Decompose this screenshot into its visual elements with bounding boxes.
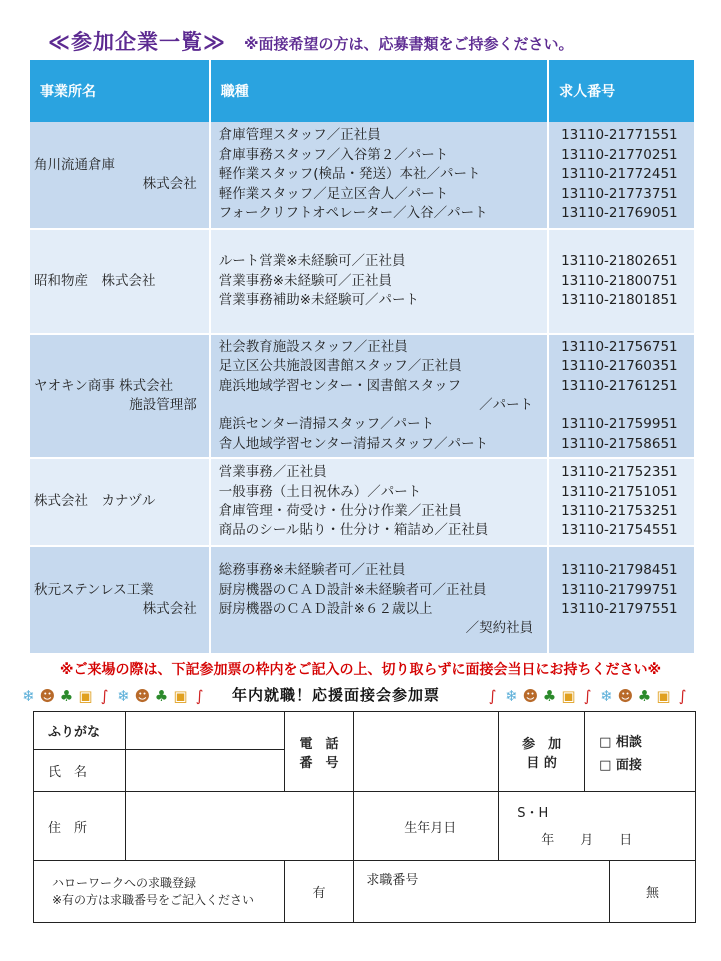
consult-checkbox[interactable]: □ 相談 bbox=[599, 734, 642, 750]
numbers-cell bbox=[548, 334, 695, 458]
table-row bbox=[30, 229, 695, 334]
address-label: 住 所 bbox=[34, 792, 126, 861]
job-number: 13110-21799751 bbox=[561, 581, 678, 598]
snowflake-icon: ❄ bbox=[22, 687, 35, 705]
header-job-number: 求人番号 bbox=[548, 60, 695, 122]
hellowork-registration-label bbox=[34, 861, 285, 923]
has-registration-option[interactable]: 有 bbox=[284, 861, 354, 923]
job-number: 13110-21770251 bbox=[561, 146, 678, 163]
job-number: 13110-21773751 bbox=[561, 185, 678, 202]
purpose-label-line2: 目 的 bbox=[526, 755, 557, 771]
company-name: 角川流通倉庫 bbox=[34, 156, 115, 173]
job-title: 倉庫管理スタッフ／正社員 bbox=[218, 127, 381, 144]
gift-icon: ▣ bbox=[173, 687, 188, 705]
candy-cane-icon: ∫ bbox=[100, 687, 109, 705]
gift-icon: ▣ bbox=[561, 687, 576, 705]
job-title: 営業事務／正社員 bbox=[218, 464, 327, 481]
gingerbread-icon: ☻ bbox=[134, 687, 151, 705]
job-seeker-number-label: 求職番号 bbox=[366, 873, 419, 888]
candy-cane-icon: ∫ bbox=[195, 687, 204, 705]
job-number: 13110-21760351 bbox=[561, 358, 678, 375]
bring-ticket-warning: ※ご来場の際は、下記参加票の枠内をご記入の上、切り取らずに面接会当日にお持ちください※ bbox=[59, 662, 662, 678]
phone-label bbox=[284, 712, 354, 792]
name-input[interactable] bbox=[125, 750, 284, 792]
numbers-cell bbox=[548, 546, 695, 654]
job-number: 13110-21771551 bbox=[561, 127, 678, 144]
gift-icon: ▣ bbox=[656, 687, 671, 705]
job-title: 総務事務※未経験者可／正社員 bbox=[218, 562, 406, 579]
holiday-decoration-right bbox=[484, 683, 691, 709]
job-title: 商品のシール貼り・仕分け・箱詰め／正社員 bbox=[218, 522, 489, 539]
header-company: 事業所名 bbox=[30, 60, 210, 122]
holly-icon: ♣ bbox=[154, 687, 169, 705]
snowflake-icon: ❄ bbox=[505, 687, 518, 705]
jobs-cell bbox=[210, 546, 548, 654]
job-number: 13110-21797551 bbox=[561, 601, 678, 617]
candy-cane-icon: ∫ bbox=[488, 687, 497, 705]
address-input[interactable] bbox=[125, 792, 354, 861]
jobs-cell bbox=[210, 229, 548, 334]
year-month-day-label: 年 月 日 bbox=[541, 833, 633, 848]
numbers-cell bbox=[548, 229, 695, 334]
hellowork-label-line1: ハローワークへの求職登録 bbox=[52, 875, 197, 890]
birthdate-label: 生年月日 bbox=[354, 792, 499, 861]
job-title: 一般事務（土日祝休み）／パート bbox=[218, 483, 422, 500]
company-name: 昭和物産 株式会社 bbox=[34, 272, 156, 289]
phone-input[interactable] bbox=[354, 712, 499, 792]
snowflake-icon: ❄ bbox=[117, 687, 130, 705]
ticket-title: 年内就職！応援面接会参加票 bbox=[232, 686, 441, 704]
job-number: 13110-21756751 bbox=[561, 338, 678, 355]
job-title: 軽作業スタッフ(検品・発送）本社／パート bbox=[218, 166, 481, 183]
era-label: S・H bbox=[517, 806, 549, 821]
phone-label-line2: 番 号 bbox=[299, 755, 339, 771]
company-listing-table bbox=[30, 60, 696, 655]
phone-label-line1: 電 話 bbox=[299, 736, 339, 752]
holly-icon: ♣ bbox=[542, 687, 557, 705]
job-number: 13110-21769051 bbox=[561, 205, 678, 222]
job-number: 13110-21802651 bbox=[561, 253, 678, 270]
company-department: 施設管理部 bbox=[129, 397, 197, 413]
job-number: 13110-21753251 bbox=[561, 503, 678, 519]
table-row bbox=[30, 458, 695, 546]
table-row bbox=[30, 334, 695, 458]
jobs-cell bbox=[210, 334, 548, 458]
job-title: 倉庫管理・荷受け・仕分け作業／正社員 bbox=[218, 503, 462, 519]
job-title: 鹿浜地域学習センター・図書館スタッフ bbox=[218, 377, 462, 394]
job-title: 倉庫事務スタッフ／入谷第２／パート bbox=[218, 146, 449, 163]
gift-icon: ▣ bbox=[78, 687, 93, 705]
no-registration-option[interactable]: 無 bbox=[610, 861, 696, 923]
hellowork-label-line2: ※有の方は求職番号をご記入ください bbox=[52, 892, 255, 907]
company-cell bbox=[30, 334, 210, 458]
birthdate-input[interactable] bbox=[499, 792, 696, 861]
job-title-continued: ／パート bbox=[479, 397, 534, 413]
gingerbread-icon: ☻ bbox=[522, 687, 539, 705]
company-name-suffix: 株式会社 bbox=[142, 176, 197, 192]
job-number: 13110-21761251 bbox=[561, 377, 678, 394]
name-label: 氏 名 bbox=[34, 750, 126, 792]
job-number: 13110-21759951 bbox=[561, 416, 678, 433]
job-seeker-number-input[interactable] bbox=[354, 861, 610, 923]
job-title: 鹿浜センター清掃スタッフ／パート bbox=[218, 416, 435, 433]
table-row bbox=[30, 546, 695, 654]
candy-cane-icon: ∫ bbox=[583, 687, 592, 705]
job-number: 13110-21800751 bbox=[561, 272, 678, 289]
job-number: 13110-21754551 bbox=[561, 522, 678, 539]
page-title: ≪参加企業一覧≫ bbox=[48, 30, 226, 54]
participation-ticket-form bbox=[33, 711, 696, 923]
job-title: 社会教育施設スタッフ／正社員 bbox=[218, 338, 408, 355]
company-cell bbox=[30, 458, 210, 546]
furigana-label: ふりがな bbox=[34, 712, 126, 750]
company-name: ヤオキン商事 株式会社 bbox=[34, 377, 174, 394]
page-header bbox=[48, 26, 574, 56]
gingerbread-icon: ☻ bbox=[617, 687, 634, 705]
job-title: ルート営業※未経験可／正社員 bbox=[218, 253, 406, 270]
job-title: 舎人地域学習センター清掃スタッフ／パート bbox=[218, 435, 489, 452]
purpose-label bbox=[499, 712, 585, 792]
job-title: 厨房機器のＣＡＤ設計※未経験者可／正社員 bbox=[218, 581, 487, 598]
job-number: 13110-21751051 bbox=[561, 483, 678, 500]
holly-icon: ♣ bbox=[637, 687, 652, 705]
company-cell bbox=[30, 122, 210, 229]
interview-checkbox[interactable]: □ 面接 bbox=[599, 757, 642, 773]
purpose-label-line1: 参 加 bbox=[522, 736, 562, 752]
company-name: 株式会社 カナヅル bbox=[34, 493, 156, 510]
job-title: 軽作業スタッフ／足立区舎人／パート bbox=[218, 185, 449, 202]
company-name: 秋元ステンレス工業 bbox=[34, 581, 154, 598]
job-title: 営業事務※未経験可／正社員 bbox=[218, 272, 393, 289]
job-title: 営業事務補助※未経験可／パート bbox=[218, 292, 420, 309]
job-number: 13110-21798451 bbox=[561, 562, 678, 579]
job-number: 13110-21801851 bbox=[561, 292, 678, 309]
company-cell bbox=[30, 229, 210, 334]
company-cell bbox=[30, 546, 210, 654]
job-number: 13110-21758651 bbox=[561, 435, 678, 452]
job-title-continued: ／契約社員 bbox=[465, 620, 534, 637]
company-name-suffix: 株式会社 bbox=[142, 601, 197, 617]
job-number: 13110-21752351 bbox=[561, 464, 678, 481]
table-row bbox=[30, 122, 695, 229]
furigana-input[interactable] bbox=[125, 712, 284, 750]
purpose-options bbox=[585, 712, 696, 792]
snowflake-icon: ❄ bbox=[600, 687, 613, 705]
job-number: 13110-21772451 bbox=[561, 166, 678, 183]
header-job-type: 職種 bbox=[210, 60, 548, 122]
jobs-cell bbox=[210, 122, 548, 229]
holly-icon: ♣ bbox=[59, 687, 74, 705]
candy-cane-icon: ∫ bbox=[678, 687, 687, 705]
gingerbread-icon: ☻ bbox=[39, 687, 56, 705]
numbers-cell bbox=[548, 122, 695, 229]
job-title: 厨房機器のＣＡＤ設計※６２歳以上 bbox=[218, 601, 433, 617]
holiday-decoration-left bbox=[20, 683, 208, 709]
bring-documents-note: ※面接希望の方は、応募書類をご持参ください。 bbox=[243, 35, 574, 53]
numbers-cell bbox=[548, 458, 695, 546]
job-title: 足立区公共施設図書館スタッフ／正社員 bbox=[218, 358, 462, 375]
jobs-cell bbox=[210, 458, 548, 546]
job-title: フォークリフトオペレーター／入谷／パート bbox=[218, 205, 488, 222]
